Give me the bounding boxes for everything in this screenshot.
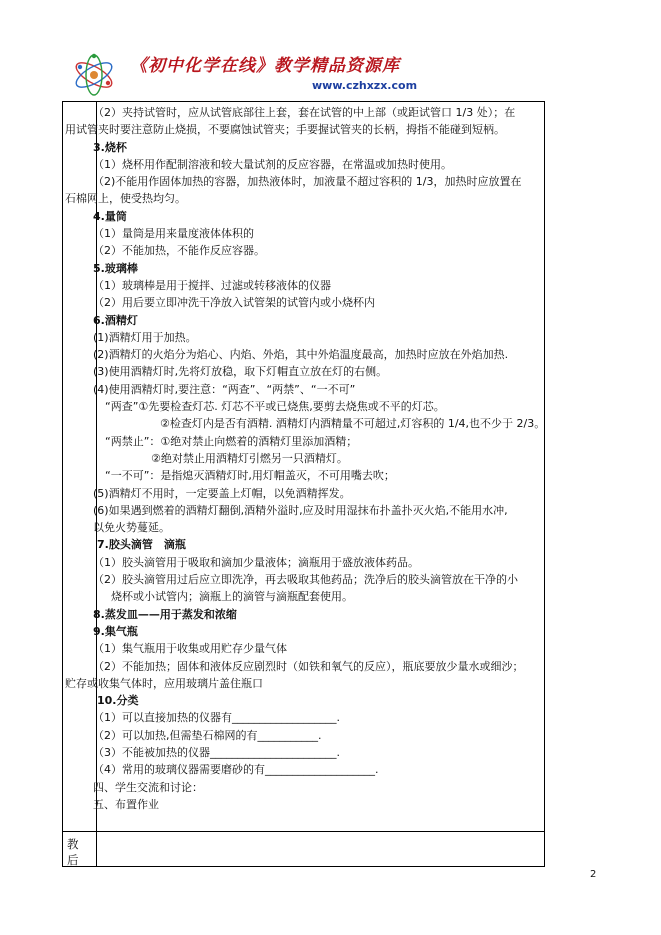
- text-line: “两查”①先要检查灯芯. 灯芯不平或已烧焦,要剪去烧焦或不平的灯芯。: [105, 400, 445, 414]
- text-line: (3)使用酒精灯时,先将灯放稳，取下灯帽直立放在灯的右侧。: [93, 365, 388, 379]
- text-line: “两禁止”：①绝对禁止向燃着的酒精灯里添加酒精；: [105, 434, 358, 448]
- page-number: 2: [590, 869, 597, 880]
- section-heading: 7.胶头滴管 滴瓶: [97, 538, 186, 552]
- header-banner: [66, 47, 598, 103]
- text-line: 四、学生交流和讨论：: [93, 780, 203, 794]
- text-line: （2）不能加热；固体和液体反应剧烈时（如铁和氧气的反应），瓶底要放少量水或细沙；: [93, 659, 524, 673]
- text-line: （2)不能用作固体加热的容器，加热液体时，加液量不超过容积的 1/3，加热时应放置在: [93, 175, 522, 189]
- text-line: （4）常用的玻璃仪器需要磨砂的有____________________.: [93, 763, 379, 777]
- text-line: （1）烧杯用作配制溶液和较大量试剂的反应容器，在常温或加热时使用。: [93, 157, 452, 171]
- text-line: （1）胶头滴管用于吸取和滴加少量液体；滴瓶用于盛放液体药品。: [93, 555, 419, 569]
- banner-title: 《初中化学在线》教学精品资源库: [130, 56, 400, 76]
- section-heading: 6.酒精灯: [93, 313, 138, 327]
- text-line: （1）集气瓶用于收集或用贮存少量气体: [93, 642, 287, 656]
- text-line: (5)酒精灯不用时，一定要盖上灯帽，以免酒精挥发。: [93, 486, 351, 500]
- text-line: （1）玻璃棒是用于搅拌、过滤或转移液体的仪器: [93, 278, 331, 292]
- section-heading: 5.玻璃棒: [93, 261, 138, 275]
- text-line: “一不可”：是指熄灭酒精灯时,用灯帽盖灭，不可用嘴去吹；: [105, 469, 395, 483]
- section-heading: 10.分类: [97, 694, 139, 708]
- section-heading: 3.烧杯: [93, 140, 127, 154]
- side-label-bottom: 后: [67, 853, 79, 867]
- row-divider: [63, 831, 544, 832]
- text-line: (6)如果遇到燃着的酒精灯翻倒,酒精外溢时,应及时用湿抹布扑盖扑灭火焰,不能用水冲,: [93, 503, 508, 517]
- text-line: （1）量筒是用来量度液体体积的: [93, 227, 254, 241]
- text-line: （1）可以直接加热的仪器有___________________.: [93, 711, 340, 725]
- text-line: 烧杯或小试管内；滴瓶上的滴管与滴瓶配套使用。: [111, 590, 353, 604]
- text-line: （2）胶头滴管用过后应立即洗净，再去吸取其他药品；洗净后的胶头滴管放在干净的小: [93, 573, 518, 587]
- text-line: 石棉网上，使受热均匀。: [65, 192, 186, 206]
- text-line: ②绝对禁止用酒精灯引燃另一只酒精灯。: [151, 451, 348, 465]
- side-label-top: 教: [67, 837, 79, 851]
- lesson-content: [25, 104, 546, 813]
- section-heading: 4.量筒: [93, 209, 127, 223]
- text-line: （2）夹持试管时，应从试管底部往上套，套在试管的中上部（或距试管口 1/3 处）；在: [93, 106, 516, 119]
- banner-url: www.czhxzx.com: [312, 79, 418, 92]
- molecule-logo-icon: [66, 47, 122, 103]
- text-line: 用试管夹时要注意防止烧损，不要腐蚀试管夹；手要握试管夹的长柄，拇指不能碰到短柄。: [65, 123, 505, 137]
- text-line: 以免火势蔓延。: [93, 521, 170, 535]
- text-line: (4)使用酒精灯时,要注意：“两查”、“两禁”、“一不可”: [93, 382, 356, 396]
- text-line: 五、布置作业: [93, 797, 159, 811]
- text-line: （2）不能加热，不能作反应容器。: [93, 244, 265, 258]
- text-line: （2）用后要立即冲洗干净放入试管架的试管内或小烧杯内: [93, 296, 375, 310]
- text-line: (1)酒精灯用于加热。: [93, 330, 197, 344]
- text-line: (2)酒精灯的火焰分为焰心、内焰、外焰，其中外焰温度最高，加热时应放在外焰加热.: [93, 348, 509, 362]
- text-line: （3）不能被加热的仪器_______________________.: [93, 745, 340, 759]
- text-line: ②检查灯内是否有酒精. 酒精灯内酒精量不可超过,灯容积的 1/4,也不少于 2/3。: [160, 417, 546, 431]
- text-line: 贮存或收集气体时，应用玻璃片盖住瓶口: [65, 676, 263, 690]
- section-heading: 9.集气瓶: [93, 624, 138, 638]
- section-heading: 8.蒸发皿——用于蒸发和浓缩: [93, 607, 237, 621]
- text-line: （2）可以加热,但需垫石棉网的有___________.: [93, 728, 322, 742]
